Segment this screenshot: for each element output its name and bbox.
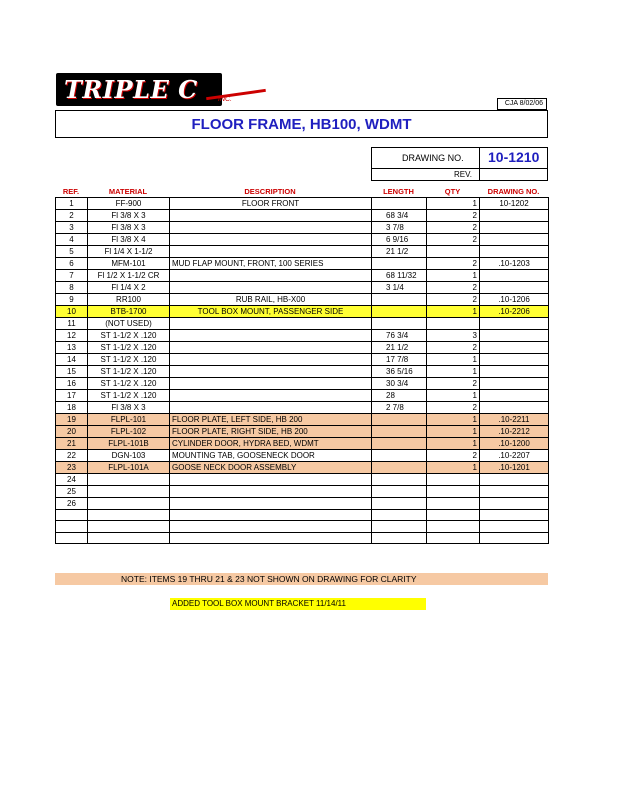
cell-material: DGN-103 xyxy=(88,450,170,462)
divider xyxy=(372,168,547,169)
author-date: CJA 8/02/06 xyxy=(497,98,547,110)
table-row xyxy=(56,306,549,318)
cell-ref xyxy=(56,532,88,543)
col-header-material: MATERIAL xyxy=(108,187,148,196)
table-row xyxy=(56,366,549,378)
table-row xyxy=(56,378,549,390)
cell-drawing-no xyxy=(480,486,549,498)
cell-qty xyxy=(427,510,480,521)
cell-length xyxy=(372,414,427,426)
cell-drawing-no: .10-1203 xyxy=(480,258,549,270)
cell-drawing-no xyxy=(480,510,549,521)
logo-inc: INC. xyxy=(218,96,232,103)
cell-drawing-no xyxy=(480,222,549,234)
cell-drawing-no xyxy=(480,210,549,222)
cell-length: 21 1/2 xyxy=(372,342,427,354)
cell-length xyxy=(372,532,427,543)
table-row xyxy=(56,354,549,366)
cell-drawing-no: .10-1201 xyxy=(480,462,549,474)
cell-qty xyxy=(427,474,480,486)
cell-drawing-no xyxy=(480,342,549,354)
cell-material: Fl 3/8 X 3 xyxy=(88,402,170,414)
cell-ref xyxy=(56,510,88,521)
cell-drawing-no: 10-1202 xyxy=(480,198,549,210)
cell-length xyxy=(372,462,427,474)
cell-qty: 2 xyxy=(427,282,480,294)
table-row xyxy=(56,258,549,270)
cell-ref: 2 xyxy=(56,210,88,222)
table-row xyxy=(56,474,549,486)
cell-ref: 19 xyxy=(56,414,88,426)
cell-ref: 8 xyxy=(56,282,88,294)
cell-length: 2 7/8 xyxy=(372,402,427,414)
cell-description: RUB RAIL, HB-X00 xyxy=(170,294,372,306)
cell-qty: 2 xyxy=(427,378,480,390)
revision-note: ADDED TOOL BOX MOUNT BRACKET 11/14/11 xyxy=(170,598,426,610)
cell-ref: 12 xyxy=(56,330,88,342)
cell-length: 3 1/4 xyxy=(372,282,427,294)
cell-material: ST 1-1/2 X .120 xyxy=(88,366,170,378)
cell-description xyxy=(170,246,372,258)
cell-drawing-no xyxy=(480,270,549,282)
cell-material xyxy=(88,510,170,521)
cell-description: MOUNTING TAB, GOOSENECK DOOR xyxy=(170,450,372,462)
cell-description: GOOSE NECK DOOR ASSEMBLY xyxy=(170,462,372,474)
table-row xyxy=(56,294,549,306)
cell-description xyxy=(170,270,372,282)
cell-material: BTB-1700 xyxy=(88,306,170,318)
cell-description xyxy=(170,366,372,378)
cell-description xyxy=(170,330,372,342)
table-row xyxy=(56,318,549,330)
table-row xyxy=(56,521,549,532)
cell-drawing-no xyxy=(480,521,549,532)
cell-ref: 18 xyxy=(56,402,88,414)
cell-qty: 2 xyxy=(427,450,480,462)
table-row xyxy=(56,282,549,294)
cell-drawing-no xyxy=(480,318,549,330)
cell-qty: 1 xyxy=(427,414,480,426)
cell-description: FLOOR PLATE, LEFT SIDE, HB 200 xyxy=(170,414,372,426)
cell-length xyxy=(372,198,427,210)
cell-ref: 20 xyxy=(56,426,88,438)
cell-drawing-no xyxy=(480,246,549,258)
cell-length: 68 3/4 xyxy=(372,210,427,222)
cell-qty: 1 xyxy=(427,390,480,402)
cell-length: 6 9/16 xyxy=(372,234,427,246)
cell-qty: 2 xyxy=(427,234,480,246)
cell-description xyxy=(170,318,372,330)
cell-length xyxy=(372,426,427,438)
cell-drawing-no xyxy=(480,354,549,366)
cell-length: 68 11/32 xyxy=(372,270,427,282)
cell-qty: 1 xyxy=(427,270,480,282)
cell-material: ST 1-1/2 X .120 xyxy=(88,354,170,366)
col-header-ref: REF. xyxy=(62,187,80,196)
cell-ref: 5 xyxy=(56,246,88,258)
cell-material xyxy=(88,474,170,486)
table-row xyxy=(56,342,549,354)
cell-material: RR100 xyxy=(88,294,170,306)
cell-drawing-no: .10-1206 xyxy=(480,294,549,306)
cell-length xyxy=(372,318,427,330)
table-row xyxy=(56,438,549,450)
table-row xyxy=(56,450,549,462)
cell-ref: 25 xyxy=(56,486,88,498)
cell-length xyxy=(372,486,427,498)
cell-description xyxy=(170,390,372,402)
cell-material: Fl 1/4 X 2 xyxy=(88,282,170,294)
table-row xyxy=(56,234,549,246)
cell-material xyxy=(88,486,170,498)
cell-qty: 1 xyxy=(427,366,480,378)
col-header-length: LENGTH xyxy=(383,187,414,196)
cell-drawing-no: .10-1200 xyxy=(480,438,549,450)
cell-ref: 24 xyxy=(56,474,88,486)
cell-length: 36 5/16 xyxy=(372,366,427,378)
cell-material xyxy=(88,521,170,532)
cell-ref xyxy=(56,521,88,532)
cell-description: CYLINDER DOOR, HYDRA BED, WDMT xyxy=(170,438,372,450)
cell-length xyxy=(372,294,427,306)
cell-drawing-no: .10-2212 xyxy=(480,426,549,438)
cell-ref: 15 xyxy=(56,366,88,378)
cell-qty xyxy=(427,521,480,532)
cell-qty: 2 xyxy=(427,210,480,222)
parts-table-body xyxy=(56,198,549,544)
cell-drawing-no: .10-2206 xyxy=(480,306,549,318)
cell-qty: 1 xyxy=(427,426,480,438)
cell-qty: 1 xyxy=(427,198,480,210)
rev-label: REV. xyxy=(454,170,472,179)
table-row xyxy=(56,462,549,474)
cell-ref: 9 xyxy=(56,294,88,306)
cell-description: TOOL BOX MOUNT, PASSENGER SIDE xyxy=(170,306,372,318)
table-row xyxy=(56,270,549,282)
drawing-no-value: 10-1210 xyxy=(488,149,540,165)
cell-length: 3 7/8 xyxy=(372,222,427,234)
cell-ref: 1 xyxy=(56,198,88,210)
cell-drawing-no: .10-2211 xyxy=(480,414,549,426)
cell-description xyxy=(170,486,372,498)
cell-ref: 7 xyxy=(56,270,88,282)
note-bar xyxy=(55,573,548,585)
cell-ref: 10 xyxy=(56,306,88,318)
cell-ref: 17 xyxy=(56,390,88,402)
cell-material: Fl 1/2 X 1-1/2 CR xyxy=(88,270,170,282)
cell-description xyxy=(170,474,372,486)
cell-description xyxy=(170,354,372,366)
cell-length: 28 xyxy=(372,390,427,402)
cell-description xyxy=(170,378,372,390)
triple-c-logo xyxy=(56,73,232,106)
table-row xyxy=(56,510,549,521)
cell-length: 21 1/2 xyxy=(372,246,427,258)
cell-qty: 1 xyxy=(427,438,480,450)
cell-length: 17 7/8 xyxy=(372,354,427,366)
cell-qty: 2 xyxy=(427,342,480,354)
cell-description xyxy=(170,342,372,354)
cell-length xyxy=(372,521,427,532)
cell-description xyxy=(170,222,372,234)
table-row xyxy=(56,414,549,426)
table-row xyxy=(56,210,549,222)
cell-material: (NOT USED) xyxy=(88,318,170,330)
cell-qty: 2 xyxy=(427,222,480,234)
table-row xyxy=(56,498,549,510)
cell-ref: 13 xyxy=(56,342,88,354)
col-header-qty: QTY xyxy=(444,187,461,196)
cell-qty xyxy=(427,486,480,498)
cell-qty xyxy=(427,498,480,510)
logo-text: TRIPLE C xyxy=(64,75,198,104)
cell-material: FLPL-102 xyxy=(88,426,170,438)
cell-length: 30 3/4 xyxy=(372,378,427,390)
cell-drawing-no xyxy=(480,390,549,402)
cell-material: ST 1-1/2 X .120 xyxy=(88,390,170,402)
cell-ref: 3 xyxy=(56,222,88,234)
cell-length xyxy=(372,474,427,486)
cell-length xyxy=(372,258,427,270)
cell-material: ST 1-1/2 X .120 xyxy=(88,342,170,354)
cell-qty: 1 xyxy=(427,462,480,474)
cell-ref: 21 xyxy=(56,438,88,450)
cell-qty: 2 xyxy=(427,294,480,306)
title-box xyxy=(55,110,548,138)
cell-drawing-no xyxy=(480,378,549,390)
cell-qty: 2 xyxy=(427,258,480,270)
cell-material: ST 1-1/2 X .120 xyxy=(88,330,170,342)
cell-description xyxy=(170,521,372,532)
cell-qty xyxy=(427,246,480,258)
cell-qty: 3 xyxy=(427,330,480,342)
cell-drawing-no xyxy=(480,474,549,486)
cell-ref: 16 xyxy=(56,378,88,390)
cell-material: FLPL-101 xyxy=(88,414,170,426)
cell-material: FLPL-101B xyxy=(88,438,170,450)
cell-drawing-no xyxy=(480,366,549,378)
cell-description: FLOOR PLATE, RIGHT SIDE, HB 200 xyxy=(170,426,372,438)
cell-ref: 23 xyxy=(56,462,88,474)
table-row xyxy=(56,390,549,402)
drawing-no-label: DRAWING NO. xyxy=(402,153,464,163)
cell-length xyxy=(372,438,427,450)
cell-drawing-no xyxy=(480,282,549,294)
cell-ref: 4 xyxy=(56,234,88,246)
cell-length xyxy=(372,510,427,521)
cell-length xyxy=(372,306,427,318)
cell-ref: 6 xyxy=(56,258,88,270)
table-row xyxy=(56,330,549,342)
cell-length xyxy=(372,450,427,462)
cell-description xyxy=(170,498,372,510)
page-title: FLOOR FRAME, HB100, WDMT xyxy=(191,116,412,133)
cell-description xyxy=(170,210,372,222)
cell-material: FF-900 xyxy=(88,198,170,210)
cell-drawing-no xyxy=(480,330,549,342)
cell-material: MFM-101 xyxy=(88,258,170,270)
cell-qty: 1 xyxy=(427,354,480,366)
table-row xyxy=(56,198,549,210)
cell-drawing-no xyxy=(480,402,549,414)
cell-material: Fl 3/8 X 3 xyxy=(88,222,170,234)
cell-material: Fl 1/4 X 1-1/2 xyxy=(88,246,170,258)
cell-qty: 2 xyxy=(427,402,480,414)
parts-table xyxy=(55,197,549,544)
cell-length xyxy=(372,498,427,510)
cell-description: FLOOR FRONT xyxy=(170,198,372,210)
cell-material: ST 1-1/2 X .120 xyxy=(88,378,170,390)
cell-description xyxy=(170,402,372,414)
logo-swoosh xyxy=(206,89,266,100)
cell-ref: 22 xyxy=(56,450,88,462)
cell-qty: 1 xyxy=(427,306,480,318)
cell-description xyxy=(170,532,372,543)
cell-material xyxy=(88,498,170,510)
cell-description: MUD FLAP MOUNT, FRONT, 100 SERIES xyxy=(170,258,372,270)
cell-qty xyxy=(427,318,480,330)
table-row xyxy=(56,402,549,414)
cell-ref: 14 xyxy=(56,354,88,366)
cell-description xyxy=(170,282,372,294)
cell-length: 76 3/4 xyxy=(372,330,427,342)
cell-material: Fl 3/8 X 4 xyxy=(88,234,170,246)
drawing-number-box xyxy=(371,147,548,181)
cell-drawing-no xyxy=(480,498,549,510)
cell-qty xyxy=(427,532,480,543)
table-row xyxy=(56,426,549,438)
cell-description xyxy=(170,234,372,246)
table-row xyxy=(56,486,549,498)
table-row xyxy=(56,246,549,258)
cell-material: FLPL-101A xyxy=(88,462,170,474)
cell-drawing-no xyxy=(480,234,549,246)
col-header-description: DESCRIPTION xyxy=(244,187,296,196)
note-text: NOTE: ITEMS 19 THRU 21 & 23 NOT SHOWN ON DRAWING FOR CLARITY xyxy=(121,574,417,584)
table-row xyxy=(56,222,549,234)
table-row xyxy=(56,532,549,543)
cell-drawing-no xyxy=(480,532,549,543)
divider xyxy=(479,148,480,180)
cell-description xyxy=(170,510,372,521)
col-header-drawing-no: DRAWING NO. xyxy=(487,187,540,196)
cell-ref: 11 xyxy=(56,318,88,330)
cell-material xyxy=(88,532,170,543)
cell-material: Fl 3/8 X 3 xyxy=(88,210,170,222)
cell-ref: 26 xyxy=(56,498,88,510)
cell-drawing-no: .10-2207 xyxy=(480,450,549,462)
